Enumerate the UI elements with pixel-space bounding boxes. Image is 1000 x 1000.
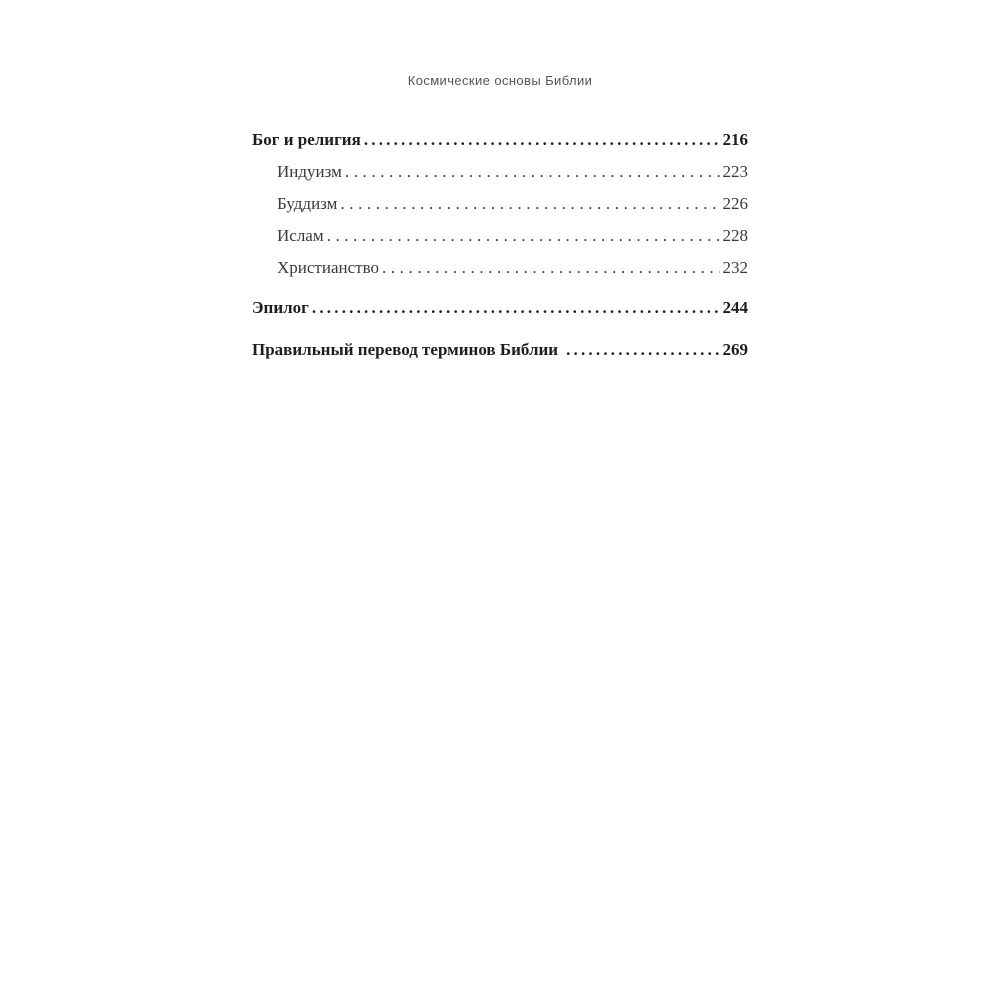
dot-leader bbox=[382, 256, 720, 280]
toc-entry-page: 226 bbox=[722, 194, 748, 213]
dot-leader bbox=[345, 160, 720, 184]
toc-entry-god-and-religion[interactable] bbox=[252, 128, 748, 152]
toc-entry-page: 223 bbox=[722, 162, 748, 181]
toc-entry-page: 269 bbox=[722, 340, 748, 359]
toc-entry-page: 228 bbox=[722, 226, 748, 245]
toc-entry-title: Бог и религия bbox=[252, 130, 361, 149]
dot-leader bbox=[364, 128, 720, 152]
dot-leader bbox=[340, 192, 719, 216]
toc-entry-title: Индуизм bbox=[277, 162, 342, 181]
toc-entry-page: 244 bbox=[722, 298, 748, 317]
dot-leader bbox=[566, 338, 719, 362]
toc-entry-title: Эпилог bbox=[252, 298, 309, 317]
dot-leader bbox=[312, 296, 720, 320]
toc-entry-page: 216 bbox=[722, 130, 748, 149]
running-header: Космические основы Библии bbox=[407, 73, 593, 88]
toc-entry-title: Христианство bbox=[277, 258, 379, 277]
toc-entry-bible-terms-translation[interactable] bbox=[252, 338, 748, 362]
toc-entry-title: Правильный перевод терминов Библии bbox=[252, 340, 559, 359]
toc-entry-christianity[interactable] bbox=[277, 256, 748, 280]
dot-leader bbox=[327, 224, 720, 248]
toc-entry-buddhism[interactable] bbox=[277, 192, 748, 216]
toc-entry-title: Буддизм bbox=[277, 194, 338, 213]
toc-entry-page: 232 bbox=[722, 258, 748, 277]
toc-entry-hinduism[interactable] bbox=[277, 160, 748, 184]
toc-entry-islam[interactable] bbox=[277, 224, 748, 248]
toc-entry-title: Ислам bbox=[277, 226, 324, 245]
toc-entry-epilogue[interactable] bbox=[252, 296, 748, 320]
